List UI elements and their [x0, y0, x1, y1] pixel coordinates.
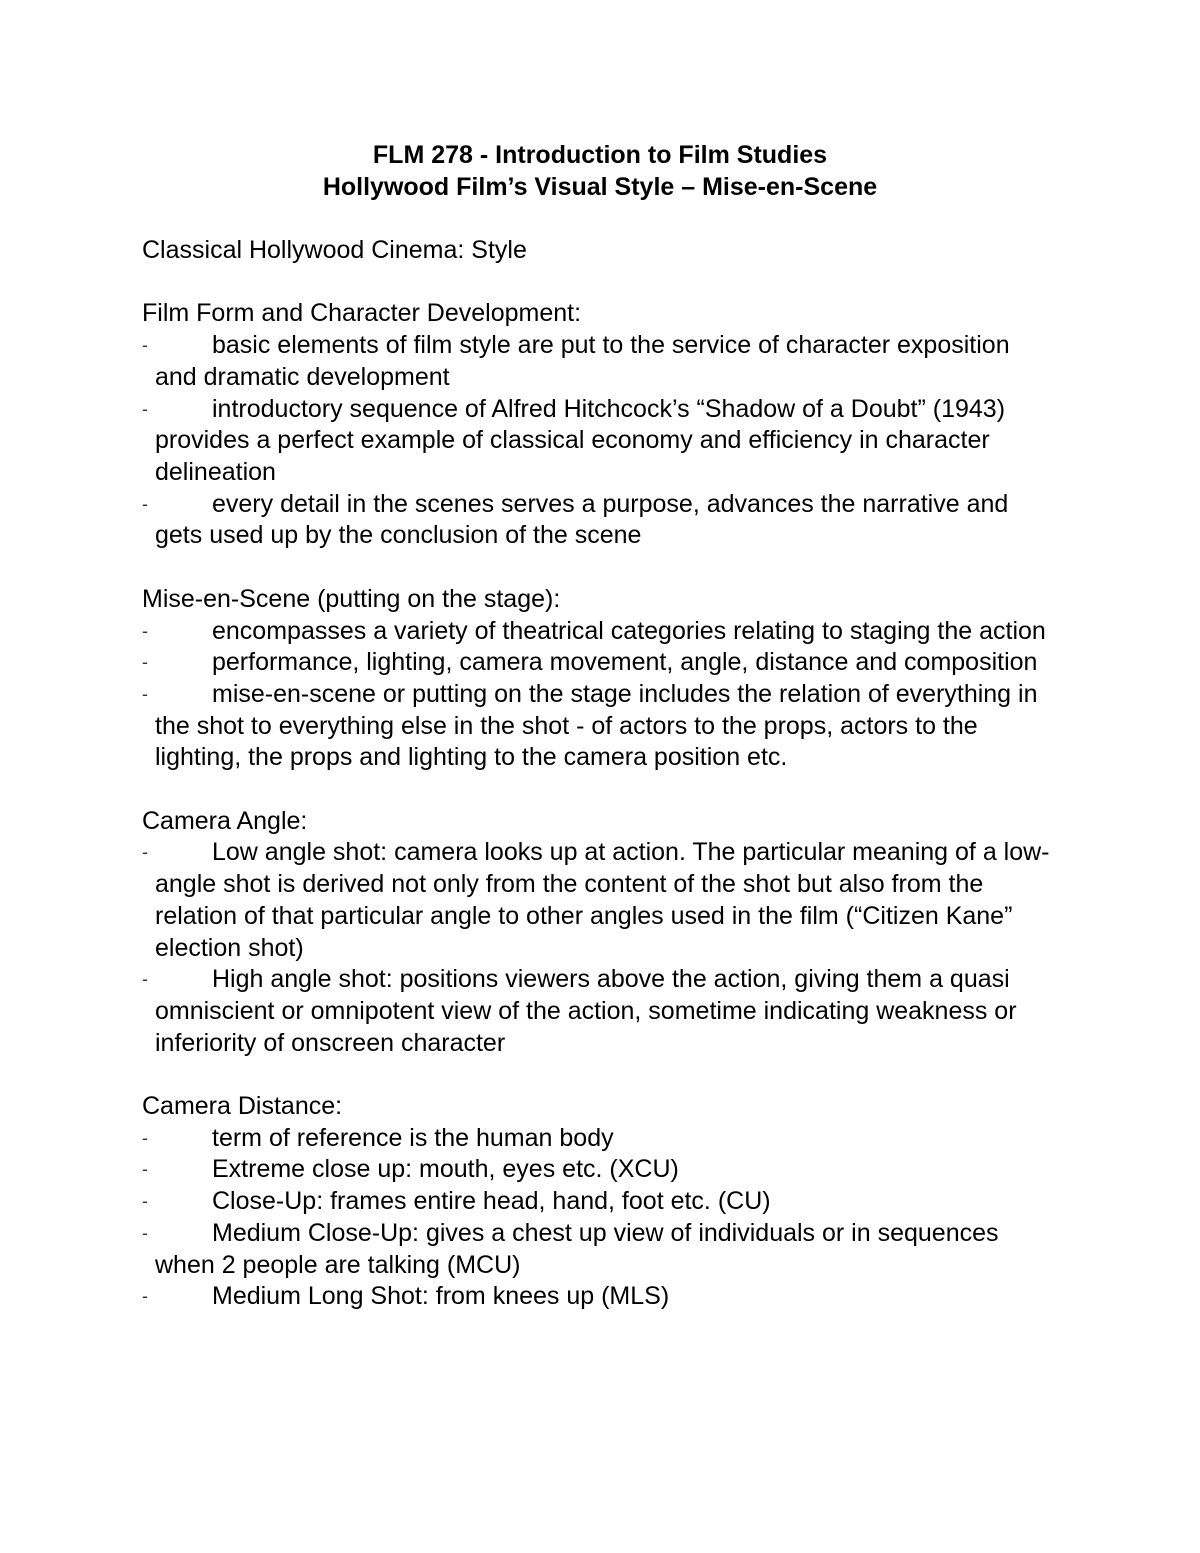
- document-title: [142, 140, 1058, 203]
- bullet-item: [142, 1218, 1050, 1281]
- bullet-content: Medium Close-Up: gives a chest up view of individuals or in sequences when 2 people are talking (MCU): [155, 1218, 999, 1279]
- section: [142, 584, 1050, 774]
- bullet-dash: -: [142, 683, 148, 704]
- bullet-item: [142, 837, 1050, 964]
- bullet-text: [155, 330, 1050, 393]
- bullet-dash: -: [142, 335, 148, 356]
- bullet-dash: -: [142, 1286, 148, 1307]
- bullet-text: [155, 1154, 1050, 1186]
- bullet-item: [142, 330, 1050, 393]
- bullet-text: [155, 1186, 1050, 1218]
- section-heading: Film Form and Character Development:: [142, 299, 582, 328]
- bullet-text: [155, 489, 1050, 552]
- bullet-item: [142, 1154, 1050, 1186]
- bullet-item: [142, 616, 1050, 648]
- bullet-content: basic elements of film style are put to the service of character exposition and dramatic development: [155, 331, 1010, 391]
- bullet-content: every detail in the scenes serves a purpose, advances the narrative and gets used up by the conclusion of the scene: [155, 489, 1009, 550]
- subtitle-section: [142, 235, 1050, 267]
- bullet-text: [155, 394, 1050, 489]
- bullet-content: mise-en-scene or putting on the stage includes the relation of everything in the shot to everything else in the shot - of actors to the props, actors to the lighting, the props and lighting to the camera position etc.: [155, 679, 1038, 772]
- bullet-dash: -: [142, 1191, 148, 1212]
- course-title: FLM 278 - Introduction to Film Studies: [372, 141, 828, 169]
- bullet-dash: -: [142, 1222, 148, 1243]
- bullet-dash: -: [142, 1127, 148, 1148]
- bullet-item: [142, 679, 1050, 774]
- bullet-content: term of reference is the human body: [212, 1123, 614, 1152]
- sections-container: [142, 298, 1050, 1312]
- bullet-content: High angle shot: positions viewers above the action, giving them a quasi omniscient or omnipotent view of the action, sometime indicating weakness or inferiority of onscreen character: [155, 965, 1017, 1057]
- bullet-dash: -: [142, 842, 148, 863]
- bullet-text: [155, 1281, 1050, 1313]
- bullet-text: [155, 964, 1050, 1059]
- bullet-text: [155, 1123, 1050, 1155]
- bullet-item: [142, 1123, 1050, 1155]
- section-heading: Camera Angle:: [142, 806, 308, 835]
- bullet-text: [155, 679, 1050, 774]
- lecture-title: Hollywood Film’s Visual Style – Mise-en-Scene: [322, 172, 878, 201]
- section-heading: Camera Distance:: [142, 1092, 343, 1121]
- bullet-dash: -: [142, 398, 148, 419]
- section-heading: Mise-en-Scene (putting on the stage):: [142, 584, 561, 613]
- bullet-text: [155, 1218, 1050, 1281]
- bullet-dash: -: [142, 1159, 148, 1180]
- bullet-content: Low angle shot: camera looks up at action. The particular meaning of a low-angle shot is derived not only from the content of the shot but also from the relation of that particular angle to other angles used in the film (“Citizen Kane” election shot): [155, 838, 1050, 962]
- bullet-item: [142, 647, 1050, 679]
- bullet-content: Medium Long Shot: from knees up (MLS): [212, 1282, 670, 1311]
- bullet-text: [155, 647, 1050, 679]
- bullet-content: encompasses a variety of theatrical categories relating to staging the action: [212, 616, 1046, 645]
- bullet-dash: -: [142, 969, 148, 990]
- section: [142, 806, 1050, 1060]
- bullet-content: Close-Up: frames entire head, hand, foot etc. (CU): [212, 1187, 771, 1216]
- bullet-text: [155, 616, 1050, 648]
- bullet-text: [155, 837, 1050, 964]
- bullet-item: [142, 1186, 1050, 1218]
- bullet-content: Extreme close up: mouth, eyes etc. (XCU): [212, 1155, 679, 1184]
- bullet-content: performance, lighting, camera movement, angle, distance and composition: [212, 648, 1038, 677]
- document-subtitle: Classical Hollywood Cinema: Style: [142, 236, 527, 265]
- bullet-item: [142, 1281, 1050, 1313]
- bullet-content: introductory sequence of Alfred Hitchcock’s “Shadow of a Doubt” (1943) provides a perfect example of classical economy and efficiency in character delineation: [155, 394, 1006, 486]
- bullet-item: [142, 489, 1050, 552]
- section: [142, 1091, 1050, 1313]
- bullet-item: [142, 964, 1050, 1059]
- bullet-item: [142, 394, 1050, 489]
- bullet-dash: -: [142, 652, 148, 673]
- section: [142, 298, 1050, 552]
- bullet-dash: -: [142, 620, 148, 641]
- bullet-dash: -: [142, 493, 148, 514]
